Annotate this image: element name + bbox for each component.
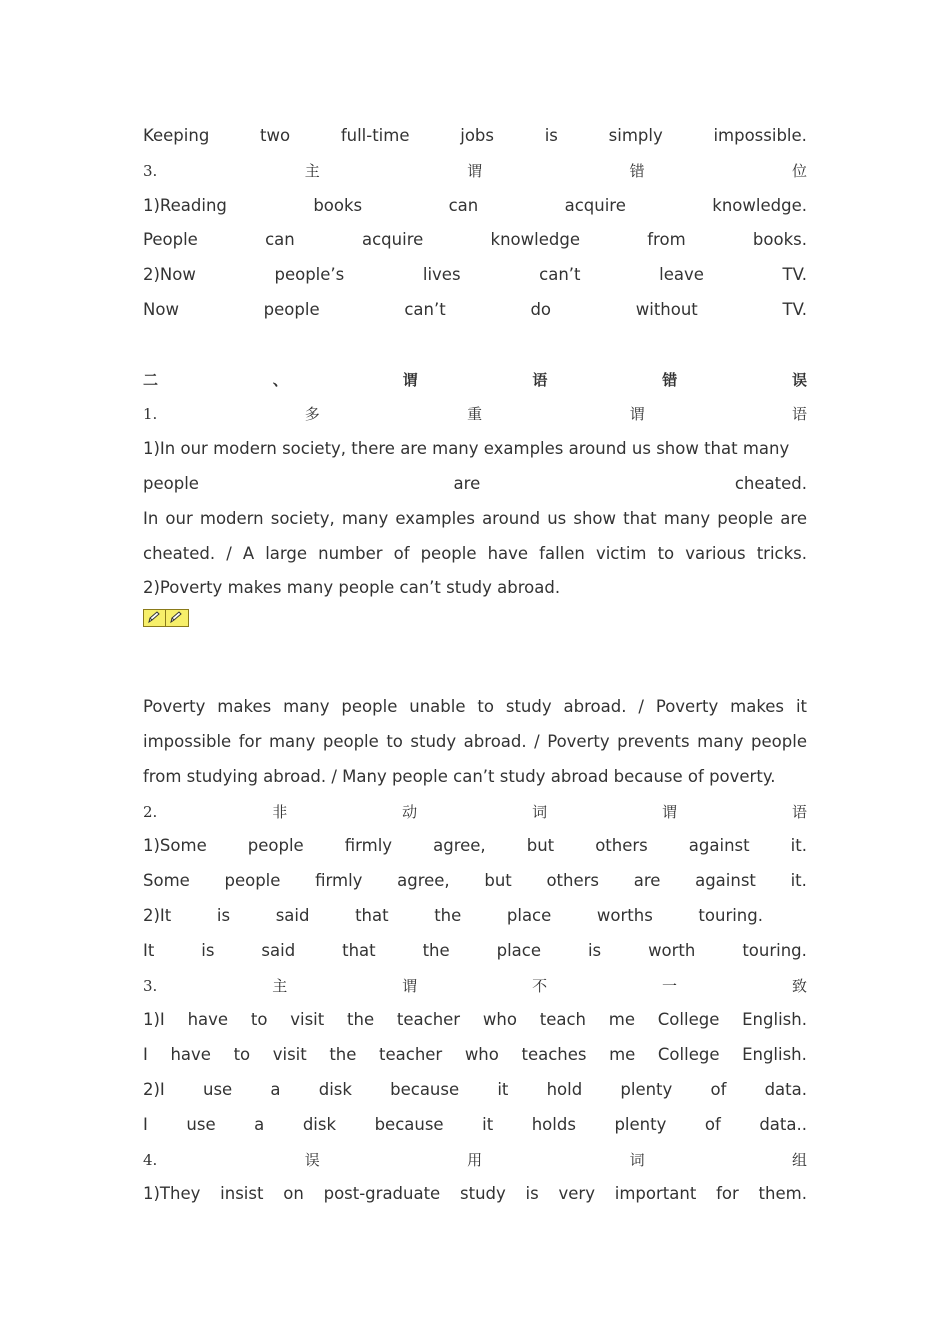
line	[143, 864, 807, 899]
word: disk	[302, 1114, 337, 1134]
section-heading	[143, 397, 807, 432]
line: 2)Poverty makes many people can’t study abroad.	[143, 578, 561, 598]
word: simply	[608, 126, 663, 145]
word: 1.	[143, 405, 158, 424]
word: others	[546, 871, 600, 891]
word: place	[496, 940, 541, 960]
word: I	[143, 1045, 148, 1065]
word: College	[657, 1045, 720, 1065]
line	[143, 829, 807, 864]
word: touring.	[698, 905, 763, 925]
word: knowledge.	[712, 195, 807, 215]
word: 误	[304, 1150, 320, 1169]
word: agree,	[433, 836, 486, 856]
line	[143, 934, 807, 969]
word: 2)It	[143, 905, 172, 925]
word: full-time	[340, 126, 410, 145]
word: 组	[791, 1150, 807, 1169]
word: use	[186, 1114, 216, 1134]
word: worth	[648, 940, 696, 960]
line	[143, 1073, 807, 1108]
word: Now	[143, 299, 179, 319]
word: study	[460, 1184, 506, 1204]
word: disk	[318, 1079, 352, 1099]
line	[143, 1177, 807, 1212]
pencil-icon-group[interactable]	[143, 609, 189, 627]
word: who	[464, 1045, 499, 1065]
word: 二	[143, 370, 159, 389]
word: it	[497, 1079, 509, 1099]
word: Keeping	[143, 126, 210, 145]
word: is	[544, 126, 558, 145]
word: firmly	[315, 871, 363, 891]
word: 一	[662, 976, 678, 995]
word: plenty	[620, 1079, 673, 1099]
word: use	[203, 1079, 233, 1099]
section-heading	[143, 795, 807, 830]
line	[143, 258, 807, 293]
word: me	[609, 1045, 636, 1065]
word: have	[187, 1010, 229, 1030]
word: said	[261, 940, 296, 960]
word: leave	[659, 265, 704, 285]
section-heading	[143, 969, 807, 1004]
word: jobs	[460, 126, 494, 145]
word: have	[170, 1045, 211, 1065]
word: books.	[752, 230, 807, 250]
line	[143, 1108, 807, 1143]
word: people’s	[274, 265, 345, 285]
word: to	[250, 1010, 268, 1030]
word: a	[270, 1079, 281, 1099]
word: can’t	[404, 299, 446, 319]
word: but	[484, 871, 512, 891]
word: it.	[790, 871, 807, 891]
line	[143, 1003, 807, 1038]
word: English.	[742, 1045, 807, 1065]
word: TV.	[782, 299, 807, 319]
word: are	[633, 871, 661, 891]
word: but	[526, 836, 555, 856]
word: cheated.	[734, 473, 807, 493]
word: 谓	[629, 405, 645, 424]
word: 2)Now	[143, 265, 196, 285]
word: English.	[742, 1010, 807, 1030]
word: 动	[402, 802, 418, 821]
word: 用	[467, 1150, 483, 1169]
word: are	[453, 473, 481, 493]
word: is	[201, 940, 215, 960]
word: important	[614, 1184, 697, 1204]
word: acquire	[564, 195, 626, 215]
word: 错	[662, 370, 678, 389]
word: teacher	[396, 1010, 461, 1030]
word: post-graduate	[323, 1184, 441, 1204]
word: visit	[290, 1010, 325, 1030]
chapter-heading	[143, 363, 807, 398]
word: 、	[272, 370, 288, 389]
word: 不	[532, 976, 548, 995]
paragraph: In our modern society, many examples around us show that many people are cheated. / A large number of people have fallen victim to various tricks.	[143, 508, 807, 563]
word: of	[710, 1079, 727, 1099]
word: worths	[596, 905, 653, 925]
word: on	[283, 1184, 304, 1204]
line	[143, 119, 807, 154]
word: teach	[539, 1010, 586, 1030]
pencil-icon[interactable]	[166, 610, 188, 626]
word: 语	[791, 405, 807, 424]
word: holds	[531, 1114, 576, 1134]
section-heading	[143, 154, 807, 189]
paragraph: Poverty makes many people unable to study abroad. / Poverty makes it impossible for many people to study abroad. / Poverty prevents many people from studying abroad. / Many people can’t study abroad because of poverty.	[143, 697, 807, 786]
word: against	[688, 836, 750, 856]
word: 主	[272, 976, 288, 995]
word: 2.	[143, 802, 158, 821]
word: can	[265, 230, 295, 250]
word: data..	[759, 1114, 807, 1134]
document-page	[143, 119, 807, 1212]
word: knowledge	[490, 230, 580, 250]
word: hold	[546, 1079, 583, 1099]
word: 1)Some	[143, 836, 207, 856]
word: impossible.	[713, 126, 807, 145]
word: against	[695, 871, 756, 891]
word: lives	[422, 265, 461, 285]
word: 3.	[143, 976, 158, 995]
word: 语	[532, 370, 548, 389]
word: place	[506, 905, 552, 925]
word: them.	[758, 1184, 807, 1204]
word: 误	[791, 370, 807, 389]
word: a	[254, 1114, 265, 1134]
word: it	[482, 1114, 494, 1134]
word: Some	[143, 871, 190, 891]
word: 错	[629, 161, 645, 180]
word: do	[530, 299, 552, 319]
word: 语	[791, 802, 807, 821]
word: 多	[304, 405, 320, 424]
word: insist	[220, 1184, 264, 1204]
word: because	[390, 1079, 460, 1099]
word: It	[143, 940, 155, 960]
word: said	[275, 905, 310, 925]
word: of	[704, 1114, 721, 1134]
section-heading	[143, 1143, 807, 1178]
word: teaches	[521, 1045, 587, 1065]
line	[143, 1038, 807, 1073]
word: 谓	[402, 370, 418, 389]
word: the	[347, 1010, 375, 1030]
word: TV.	[782, 265, 807, 285]
word: people	[247, 836, 304, 856]
word: plenty	[614, 1114, 667, 1134]
word: College	[657, 1010, 720, 1030]
line	[143, 223, 807, 258]
word: 3.	[143, 161, 158, 180]
word: agree,	[397, 871, 450, 891]
word: 谓	[467, 161, 483, 180]
word: the	[434, 905, 462, 925]
word: two	[260, 126, 291, 145]
word: very	[558, 1184, 595, 1204]
word: touring.	[742, 940, 807, 960]
word: me	[608, 1010, 635, 1030]
word: 1)Reading	[143, 195, 227, 215]
word: 1)They	[143, 1184, 201, 1204]
word: is	[216, 905, 231, 925]
word: can’t	[539, 265, 581, 285]
word: it.	[790, 836, 807, 856]
word: data.	[764, 1079, 807, 1099]
word: 位	[791, 161, 807, 180]
word: 词	[532, 802, 548, 821]
word: 2)I	[143, 1079, 165, 1099]
word: people	[143, 473, 199, 493]
line	[143, 899, 763, 934]
word: visit	[272, 1045, 307, 1065]
icon-row	[143, 606, 807, 640]
word: who	[482, 1010, 517, 1030]
word: people	[224, 871, 281, 891]
word: 主	[304, 161, 320, 180]
word: is	[587, 940, 602, 960]
word: from	[647, 230, 686, 250]
word: that	[342, 940, 376, 960]
word: people	[263, 299, 320, 319]
word: 非	[272, 802, 288, 821]
word: 4.	[143, 1150, 158, 1169]
word: is	[525, 1184, 539, 1204]
word: firmly	[344, 836, 393, 856]
word: 致	[791, 976, 807, 995]
line: 1)In our modern society, there are many examples around us show that many	[143, 439, 790, 459]
word: 重	[467, 405, 483, 424]
word: teacher	[379, 1045, 443, 1065]
word: 谓	[662, 802, 678, 821]
word: the	[422, 940, 450, 960]
word: 谓	[402, 976, 418, 995]
word: 词	[629, 1150, 645, 1169]
word: the	[329, 1045, 357, 1065]
word: I	[143, 1114, 148, 1134]
word: because	[374, 1114, 444, 1134]
word: others	[595, 836, 648, 856]
pencil-icon[interactable]	[144, 610, 166, 626]
word: books	[313, 195, 363, 215]
line	[143, 293, 807, 328]
word: can	[448, 195, 479, 215]
word: for	[716, 1184, 739, 1204]
word: that	[355, 905, 389, 925]
word: without	[635, 299, 698, 319]
word: to	[233, 1045, 251, 1065]
word: People	[143, 230, 198, 250]
word: 1)I	[143, 1010, 165, 1030]
line	[143, 467, 807, 502]
line	[143, 189, 807, 224]
word: acquire	[362, 230, 424, 250]
